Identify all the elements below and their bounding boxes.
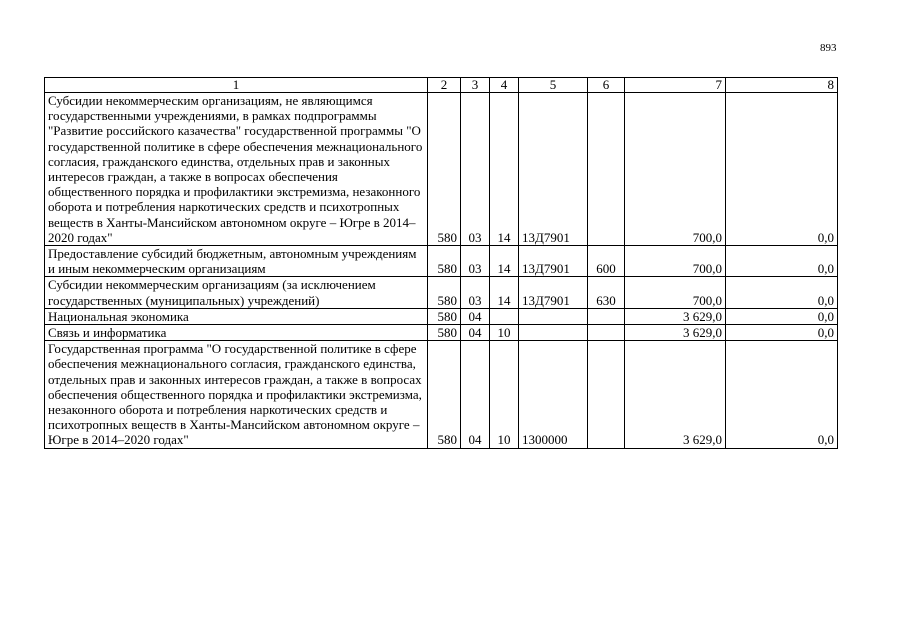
budget-table	[44, 77, 838, 449]
cell-expense-type: 630	[588, 277, 625, 308]
cell-ministry-code: 580	[428, 246, 461, 277]
cell-subsection	[490, 308, 519, 324]
table-row	[45, 277, 838, 308]
cell-section: 04	[461, 308, 490, 324]
cell-target-article: 13Д7901	[519, 277, 588, 308]
cell-amount-2: 0,0	[726, 325, 838, 341]
column-header-4: 4	[490, 78, 519, 93]
column-header-8: 8	[726, 78, 838, 93]
cell-section: 03	[461, 93, 490, 246]
cell-amount-1: 700,0	[625, 277, 726, 308]
cell-expense-type	[588, 341, 625, 448]
cell-ministry-code: 580	[428, 93, 461, 246]
cell-section: 04	[461, 341, 490, 448]
cell-target-article: 1300000	[519, 341, 588, 448]
row-name: Субсидии некоммерческим организациям, не являющимся государственными учреждениями, в рамках подпрограммы "Развитие российского казачества" государственной программы "О государственной политике в сфере обеспечения межнационального согласия, гражданского единства, отдельных прав и законных интересов граждан, а также в вопросах обеспечения общественного порядка и профилактики экстремизма, незаконного оборота и потребления наркотических средств и психотропных веществ в Ханты-Мансийском автономном округе – Югре в 2014–2020 годах"	[45, 93, 428, 246]
cell-section: 04	[461, 325, 490, 341]
cell-target-article	[519, 308, 588, 324]
cell-section: 03	[461, 277, 490, 308]
page-number: 893	[820, 42, 837, 54]
row-name: Предоставление субсидий бюджетным, автономным учреждениям и иным некоммерческим организациям	[45, 246, 428, 277]
row-name: Субсидии некоммерческим организациям (за исключением государственных (муниципальных) учреждений)	[45, 277, 428, 308]
column-header-3: 3	[461, 78, 490, 93]
cell-target-article: 13Д7901	[519, 246, 588, 277]
table-row	[45, 93, 838, 246]
column-header-6: 6	[588, 78, 625, 93]
cell-ministry-code: 580	[428, 277, 461, 308]
cell-amount-2: 0,0	[726, 341, 838, 448]
row-name: Связь и информатика	[45, 325, 428, 341]
cell-subsection: 14	[490, 246, 519, 277]
cell-subsection: 10	[490, 341, 519, 448]
cell-expense-type	[588, 93, 625, 246]
cell-subsection: 14	[490, 277, 519, 308]
cell-section: 03	[461, 246, 490, 277]
cell-amount-1: 3 629,0	[625, 325, 726, 341]
table-row	[45, 308, 838, 324]
cell-amount-1: 3 629,0	[625, 308, 726, 324]
cell-amount-2: 0,0	[726, 308, 838, 324]
column-header-2: 2	[428, 78, 461, 93]
table-row	[45, 341, 838, 448]
cell-ministry-code: 580	[428, 341, 461, 448]
cell-amount-1: 700,0	[625, 93, 726, 246]
row-name: Национальная экономика	[45, 308, 428, 324]
cell-amount-2: 0,0	[726, 246, 838, 277]
table-row	[45, 325, 838, 341]
cell-amount-2: 0,0	[726, 277, 838, 308]
row-name: Государственная программа "О государственной политике в сфере обеспечения межнационального согласия, гражданского единства, отдельных прав и законных интересов граждан, а также в вопросах обеспечения общественного порядка и профилактики экстремизма, незаконного оборота и потребления наркотических средств и психотропных веществ в Ханты-Мансийском автономном округе – Югре в 2014–2020 годах"	[45, 341, 428, 448]
column-header-1: 1	[45, 78, 428, 93]
cell-amount-2: 0,0	[726, 93, 838, 246]
cell-target-article: 13Д7901	[519, 93, 588, 246]
cell-expense-type	[588, 308, 625, 324]
cell-expense-type: 600	[588, 246, 625, 277]
cell-amount-1: 700,0	[625, 246, 726, 277]
cell-subsection: 10	[490, 325, 519, 341]
cell-amount-1: 3 629,0	[625, 341, 726, 448]
cell-expense-type	[588, 325, 625, 341]
header-row	[45, 78, 838, 93]
column-header-7: 7	[625, 78, 726, 93]
cell-target-article	[519, 325, 588, 341]
column-header-5: 5	[519, 78, 588, 93]
cell-ministry-code: 580	[428, 308, 461, 324]
cell-ministry-code: 580	[428, 325, 461, 341]
table-row	[45, 246, 838, 277]
cell-subsection: 14	[490, 93, 519, 246]
